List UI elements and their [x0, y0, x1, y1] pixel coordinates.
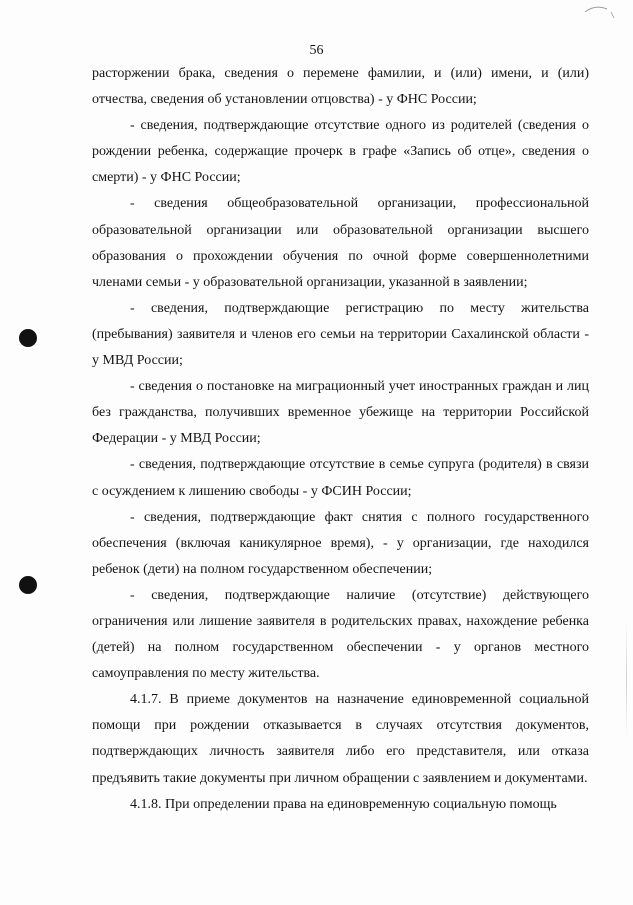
paragraph-section-4-1-7: 4.1.7. В приеме документов на назначение единовременной социальной помощи при рождении отказывается в случаях отсутствия документов, подтверждающих личность заявителя либо его представителя, или отказа предъявить такие документы при личном обращении с заявлением и документами. [92, 692, 589, 786]
document-body [92, 61, 589, 818]
punch-hole-mark [19, 329, 37, 347]
paragraph-state-support-info: - сведения, подтверждающие факт снятия с полного государственного обеспечения (включая каникулярное время), - у организации, где находился ребенок (дети) на полном государственном обеспечении; [92, 509, 589, 577]
scan-artifact-mark [573, 0, 633, 30]
paragraph-migration-info: - сведения о постановке на миграционный учет иностранных граждан и лиц без гражданства, получивших временное убежище на территории Российской Федерации - у МВД России; [92, 379, 589, 447]
paragraph-continuation: расторжении брака, сведения о перемене фамилии, и (или) имени, и (или) отчества, сведения об установлении отцовства) - у ФНС России; [92, 66, 589, 108]
paragraph-registration-info: - сведения, подтверждающие регистрацию по месту жительства (пребывания) заявителя и членов его семьи на территории Сахалинской области - у МВД России; [92, 300, 589, 369]
paragraph-parental-rights-info: - сведения, подтверждающие наличие (отсутствие) действующего ограничения или лишение заявителя в родительских правах, нахождение ребенка (детей) на полном государственном обеспечении - у органов местного самоуправления по месту жительства. [92, 587, 589, 682]
paragraph-section-4-1-8: 4.1.8. При определении права на единовременную социальную помощь [130, 796, 557, 812]
punch-hole-mark [19, 576, 37, 594]
paragraph-fns-parent-absence: - сведения, подтверждающие отсутствие одного из родителей (сведения о рождении ребенка, содержащие прочерк в графе «Запись об отце», сведения о смерти) - у ФНС России; [92, 118, 589, 186]
page-number: 56 [309, 43, 324, 58]
scan-edge-line [626, 620, 627, 740]
paragraph-fsin-info: - сведения, подтверждающие отсутствие в семье супруга (родителя) в связи с осуждением к лишению свободы - у ФСИН России; [92, 457, 589, 499]
paragraph-education-info: - сведения общеобразовательной организации, профессиональной образовательной организации или образовательной организации высшего образования о прохождении обучения по очной форме совершеннолетними членами семьи - у образовательной организации, указанной в заявлении; [92, 196, 589, 290]
